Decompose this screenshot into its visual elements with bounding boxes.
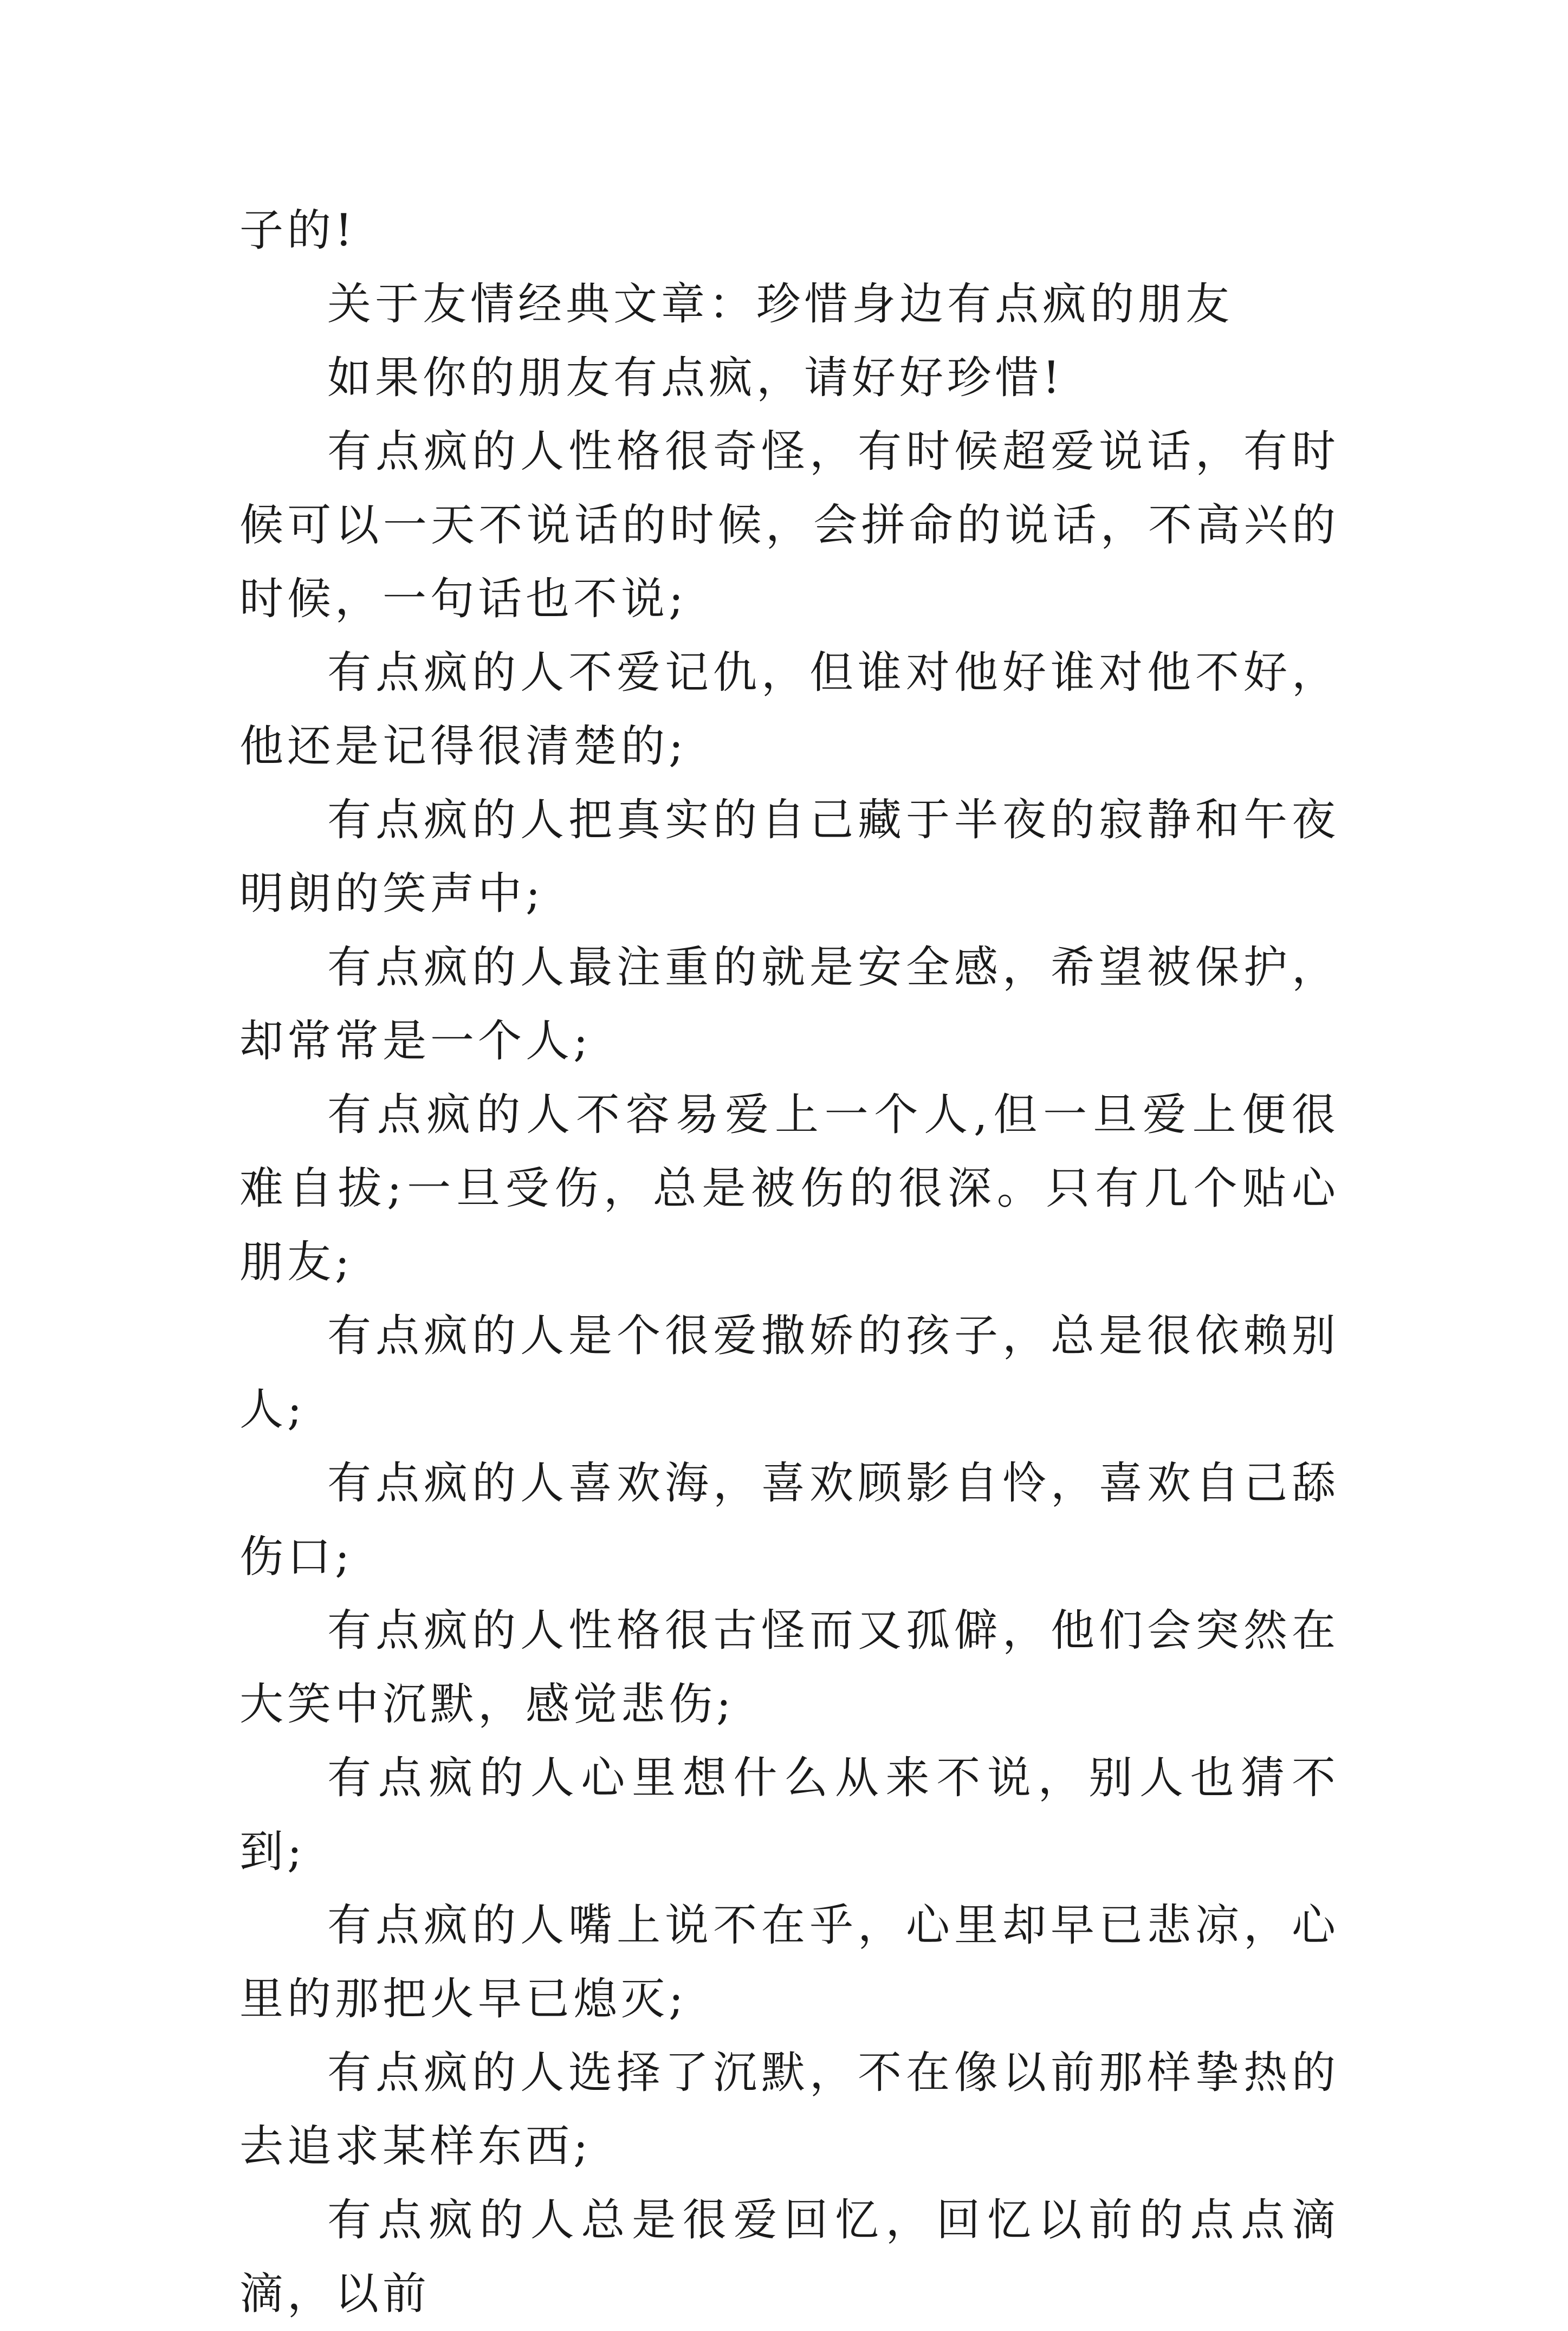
paragraph: 有点疯的人喜欢海，喜欢顾影自怜，喜欢自己舔伤口; [239,1458,1339,1583]
paragraph: 有点疯的人是个很爱撒娇的孩子，总是很依赖别人; [239,1311,1339,1435]
paragraph: 有点疯的人性格很古怪而又孤僻，他们会突然在大笑中沉默，感觉悲伤; [239,1605,1339,1730]
paragraph: 如果你的朋友有点疯，请好好珍惜! [327,353,1064,404]
paragraph: 有点疯的人选择了沉默，不在像以前那样挚热的去追求某样东西; [239,2048,1339,2172]
paragraph: 有点疯的人最注重的就是安全感，希望被保护，却常常是一个人; [239,942,1339,1067]
paragraph: 有点疯的人心里想什么从来不说，别人也猜不到; [239,1753,1339,1877]
paragraph: 有点疯的人性格很奇怪，有时候超爱说话，有时候可以一天不说话的时候，会拼命的说话，不高兴的时候，一句话也不说; [239,426,1339,625]
paragraph: 有点疯的人把真实的自己藏于半夜的寂静和午夜明朗的笑声中; [239,795,1339,920]
continuation-line: 子的! [239,205,357,256]
paragraph: 有点疯的人嘴上说不在乎，心里却早已悲凉，心里的那把火早已熄灭; [239,1900,1339,2025]
article-title-line: 关于友情经典文章：珍惜身边有点疯的朋友 [327,279,1234,330]
paragraph: 有点疯的人不爱记仇，但谁对他好谁对他不好，他还是记得很清楚的; [239,648,1339,772]
paragraph: 有点疯的人不容易爱上一个人,但一旦爱上便很难自拔;一旦受伤，总是被伤的很深。只有几个贴心朋友; [239,1090,1339,1288]
paragraph: 有点疯的人总是很爱回忆，回忆以前的点点滴滴，以前 [239,2195,1339,2320]
body-text [239,194,1339,2331]
